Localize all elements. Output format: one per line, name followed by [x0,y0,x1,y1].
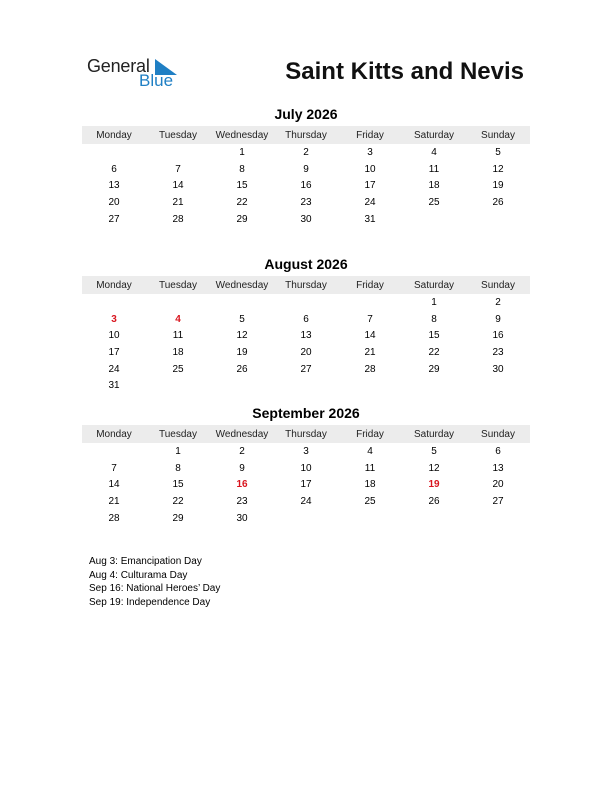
day-cell: 12 [428,462,440,474]
holiday-day-cell: 19 [428,479,440,491]
holiday-day-cell: 3 [111,313,117,325]
day-cell: 19 [492,180,504,192]
day-cell: 8 [431,313,437,325]
month-july [82,106,530,227]
day-cell: 14 [364,330,376,342]
day-cell: 6 [495,445,501,457]
day-cell: 26 [236,363,248,375]
day-cell: 11 [172,330,184,342]
week-row [82,161,530,178]
day-cell: 4 [367,445,373,457]
day-cell: 10 [364,163,376,175]
day-cell: 27 [108,213,120,225]
holiday-day-cell: 16 [236,479,248,491]
week-row [82,476,530,493]
week-row [82,327,530,344]
day-cell: 17 [364,180,376,192]
weekday-label: Saturday [413,279,455,291]
month-title: September 2026 [252,405,360,421]
day-cell: 18 [428,180,440,192]
day-cell: 9 [239,462,245,474]
day-cell: 28 [172,213,184,225]
day-cell: 2 [239,445,245,457]
day-cell: 1 [175,445,181,457]
month-title: July 2026 [274,106,338,122]
day-cell: 19 [236,346,248,358]
day-cell: 16 [492,330,504,342]
day-cell: 15 [236,180,248,192]
week-row [82,311,530,328]
day-cell: 11 [364,462,376,474]
weekday-header [82,276,530,294]
day-cell: 12 [236,330,248,342]
day-cell: 12 [492,163,504,175]
week-row [82,493,530,510]
day-cell: 23 [300,196,312,208]
day-cell: 21 [172,196,184,208]
day-cell: 5 [239,313,245,325]
weekday-label: Monday [96,129,132,141]
weekday-label: Friday [356,279,384,291]
day-cell: 16 [300,180,312,192]
week-row [82,177,530,194]
day-cell: 22 [428,346,440,358]
weekday-header [82,126,530,144]
day-cell: 18 [364,479,376,491]
day-cell: 23 [236,495,248,507]
weekday-header [82,425,530,443]
weekday-label: Saturday [413,428,455,440]
day-cell: 5 [495,146,501,158]
day-cell: 9 [495,313,501,325]
week-row [82,361,530,378]
day-cell: 21 [364,346,376,358]
day-cell: 21 [108,495,120,507]
day-cell: 2 [495,296,501,308]
page-title: Saint Kitts and Nevis [285,58,524,85]
day-cell: 25 [364,495,376,507]
day-cell: 3 [303,445,309,457]
day-cell: 18 [172,346,184,358]
day-cell: 22 [236,196,248,208]
weekday-label: Wednesday [215,129,269,141]
day-cell: 13 [108,180,120,192]
day-cell: 30 [236,512,248,524]
day-cell: 24 [108,363,120,375]
day-cell: 25 [428,196,440,208]
day-cell: 30 [300,213,312,225]
weekday-label: Sunday [481,129,515,141]
day-cell: 6 [111,163,117,175]
holiday-entry: Aug 4: Culturama Day [89,569,188,581]
weekday-label: Friday [356,129,384,141]
day-cell: 27 [492,495,504,507]
day-cell: 29 [428,363,440,375]
weekday-label: Friday [356,428,384,440]
week-row [82,344,530,361]
day-cell: 17 [300,479,312,491]
week-row [82,443,530,460]
week-row [82,211,530,228]
day-cell: 5 [431,445,437,457]
brand-logo [87,56,187,92]
holiday-list [89,555,220,609]
month-september [82,405,530,526]
day-cell: 7 [367,313,373,325]
day-cell: 29 [236,213,248,225]
month-title: August 2026 [264,256,348,272]
day-cell: 13 [300,330,312,342]
brand-line1: General [87,56,150,76]
day-cell: 17 [108,346,120,358]
day-cell: 20 [300,346,312,358]
weekday-label: Sunday [481,428,515,440]
holiday-day-cell: 4 [175,313,181,325]
month-august [82,256,530,394]
weekday-label: Monday [96,428,132,440]
day-cell: 14 [172,180,184,192]
day-cell: 10 [108,330,120,342]
day-cell: 28 [364,363,376,375]
day-cell: 3 [367,146,373,158]
weekday-label: Thursday [285,129,327,141]
day-cell: 2 [303,146,309,158]
week-row [82,510,530,527]
holiday-entry: Sep 16: National Heroes’ Day [89,583,221,594]
day-cell: 8 [175,462,181,474]
week-row [82,294,530,311]
day-cell: 31 [108,380,120,392]
weekday-label: Tuesday [159,279,197,291]
weekday-label: Thursday [285,428,327,440]
day-cell: 8 [239,163,245,175]
weekday-label: Wednesday [215,428,269,440]
day-cell: 29 [172,512,184,524]
day-cell: 1 [431,296,437,308]
day-cell: 23 [492,346,504,358]
week-row [82,377,530,394]
day-cell: 20 [492,479,504,491]
holiday-entry: Sep 19: Independence Day [89,596,211,608]
week-row [82,144,530,161]
day-cell: 28 [108,512,120,524]
day-cell: 14 [108,479,120,491]
day-cell: 24 [364,196,376,208]
day-cell: 20 [108,196,120,208]
day-cell: 15 [428,330,440,342]
day-cell: 15 [172,479,184,491]
day-cell: 10 [300,462,312,474]
day-cell: 13 [492,462,504,474]
weekday-label: Tuesday [159,428,197,440]
day-cell: 26 [492,196,504,208]
day-cell: 4 [431,146,437,158]
day-cell: 31 [364,213,376,225]
brand-line2: Blue [139,71,174,90]
day-cell: 7 [175,163,181,175]
weekday-label: Tuesday [159,129,197,141]
week-row [82,460,530,477]
day-cell: 24 [300,495,312,507]
week-row [82,194,530,211]
day-cell: 6 [303,313,309,325]
day-cell: 26 [428,495,440,507]
weekday-label: Thursday [285,279,327,291]
holiday-entry: Aug 3: Emancipation Day [89,556,202,567]
day-cell: 22 [172,495,184,507]
day-cell: 27 [300,363,312,375]
weekday-label: Sunday [481,279,515,291]
weekday-label: Wednesday [215,279,269,291]
weekday-label: Monday [96,279,132,291]
day-cell: 30 [492,363,504,375]
weekday-label: Saturday [413,129,455,141]
day-cell: 25 [172,363,184,375]
day-cell: 11 [428,163,440,175]
day-cell: 7 [111,462,117,474]
day-cell: 9 [303,163,309,175]
day-cell: 1 [239,146,245,158]
